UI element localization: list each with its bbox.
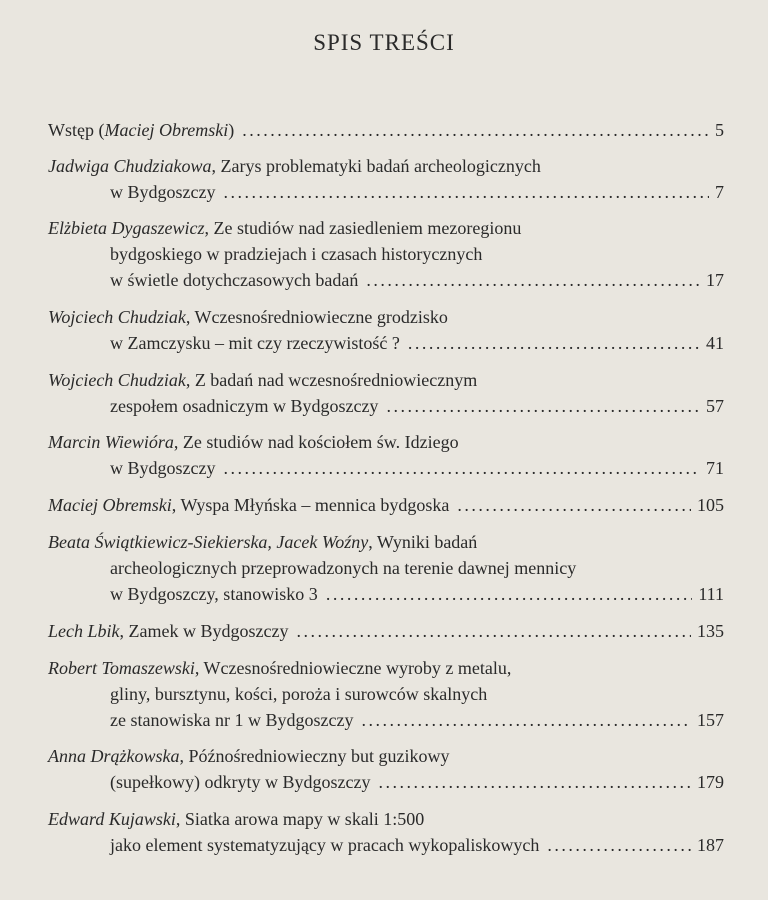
toc-line <box>48 555 724 581</box>
toc-line <box>48 393 724 419</box>
entry-text: , Wyniki badań <box>368 532 478 552</box>
toc-line <box>48 618 724 644</box>
page-number: 157 <box>697 710 724 730</box>
page-number: 179 <box>697 772 724 792</box>
dot-leader <box>361 707 691 733</box>
dot-leader <box>378 769 691 795</box>
toc-line <box>48 153 724 179</box>
toc-line <box>48 215 724 241</box>
page-number: 105 <box>697 495 724 515</box>
dot-leader <box>242 117 709 143</box>
toc-line <box>48 832 724 858</box>
dot-leader <box>296 618 691 644</box>
toc-line <box>48 492 724 518</box>
page-title: SPIS TREŚCI <box>313 30 455 55</box>
dot-leader <box>408 330 700 356</box>
entry-author: Maciej Obremski <box>48 495 172 515</box>
entry-text: , Wczesnośredniowieczne grodzisko <box>185 307 448 327</box>
page-number: 17 <box>706 270 724 290</box>
entry-author: Marcin Wiewióra <box>48 432 174 452</box>
entry-text: w Bydgoszczy <box>110 182 216 202</box>
dot-leader <box>223 455 700 481</box>
entry-text: , Ze studiów nad kościołem św. Idziego <box>173 432 459 452</box>
entry-text: Wstęp (Maciej Obremski) <box>48 120 235 140</box>
toc-line <box>48 367 724 393</box>
toc-line <box>48 304 724 330</box>
toc-line <box>48 806 724 832</box>
entry-text: archeologicznych przeprowadzonych na terenie dawnej mennicy <box>110 558 577 578</box>
entry-author: Beata Świątkiewicz-Siekierska, Jacek Woźny <box>48 532 369 552</box>
page-number: 111 <box>698 584 724 604</box>
entry-text: , Wczesnośredniowieczne wyroby z metalu, <box>194 658 512 678</box>
toc-line <box>48 117 724 143</box>
entry-text: w świetle dotychczasowych badań <box>110 270 359 290</box>
toc-line <box>48 179 724 205</box>
page-number: 187 <box>697 835 724 855</box>
entry-text: , Późnośredniowieczny but guzikowy <box>179 746 450 766</box>
entry-author: Lech Lbik <box>48 621 120 641</box>
entry-text: , Siatka arowa mapy w skali 1:500 <box>175 809 425 829</box>
entry-text: jako element systematyzujący w pracach wykopaliskowych <box>110 835 540 855</box>
toc-entry <box>48 117 724 143</box>
toc-entry <box>48 367 724 419</box>
toc-entry <box>48 304 724 356</box>
page-number: 5 <box>715 120 724 140</box>
toc-line <box>48 707 724 733</box>
entry-author: Elżbieta Dygaszewicz <box>48 218 205 238</box>
dot-leader <box>547 832 691 858</box>
dot-leader <box>457 492 691 518</box>
entry-author: Wojciech Chudziak <box>48 370 186 390</box>
toc-entry <box>48 153 724 205</box>
entry-text: zespołem osadniczym w Bydgoszczy <box>110 396 379 416</box>
toc-entry <box>48 743 724 795</box>
dot-leader <box>366 267 700 293</box>
toc-line <box>48 429 724 455</box>
toc-entry <box>48 492 724 518</box>
page-number: 71 <box>706 458 724 478</box>
entry-author: Maciej Obremski <box>104 120 229 140</box>
toc-line <box>48 455 724 481</box>
toc-line <box>48 241 724 267</box>
entry-author: Jadwiga Chudziakowa <box>48 156 212 176</box>
toc-entry <box>48 655 724 733</box>
entry-text: w Zamczysku – mit czy rzeczywistość ? <box>110 333 400 353</box>
entry-author: Wojciech Chudziak <box>48 307 186 327</box>
entry-text: w Bydgoszczy, stanowisko 3 <box>110 584 318 604</box>
toc-line <box>48 529 724 555</box>
entry-text: , Z badań nad wczesnośredniowiecznym <box>185 370 478 390</box>
toc-line <box>48 743 724 769</box>
entry-text: w Bydgoszczy <box>110 458 216 478</box>
entry-author: Anna Drążkowska <box>48 746 180 766</box>
dot-leader <box>223 179 709 205</box>
toc-entry <box>48 618 724 644</box>
toc-line <box>48 581 724 607</box>
toc-entry <box>48 215 724 293</box>
dot-leader <box>326 581 693 607</box>
entry-text: bydgoskiego w pradziejach i czasach historycznych <box>110 244 483 264</box>
entry-text: Lech Lbik, Zamek w Bydgoszczy <box>48 621 289 641</box>
toc-entry <box>48 806 724 858</box>
toc-entry <box>48 529 724 607</box>
entry-text: ze stanowiska nr 1 w Bydgoszczy <box>110 710 354 730</box>
toc-line <box>48 267 724 293</box>
entry-text: (supełkowy) odkryty w Bydgoszczy <box>110 772 371 792</box>
page-number: 41 <box>706 333 724 353</box>
page-number: 7 <box>715 182 724 202</box>
toc-entry <box>48 429 724 481</box>
entry-text: , Ze studiów nad zasiedleniem mezoregionu <box>204 218 522 238</box>
page-number: 57 <box>706 396 724 416</box>
toc-line <box>48 681 724 707</box>
entry-author: Edward Kujawski <box>48 809 176 829</box>
entry-text: , Zarys problematyki badań archeologicznych <box>211 156 541 176</box>
toc-line <box>48 769 724 795</box>
entry-author: Robert Tomaszewski <box>48 658 195 678</box>
dot-leader <box>386 393 700 419</box>
toc-line <box>48 655 724 681</box>
page-number: 135 <box>697 621 724 641</box>
entry-text: gliny, bursztynu, kości, poroża i surowców skalnych <box>110 684 488 704</box>
toc-line <box>48 330 724 356</box>
entry-text: Maciej Obremski, Wyspa Młyńska – mennica bydgoska <box>48 495 450 515</box>
